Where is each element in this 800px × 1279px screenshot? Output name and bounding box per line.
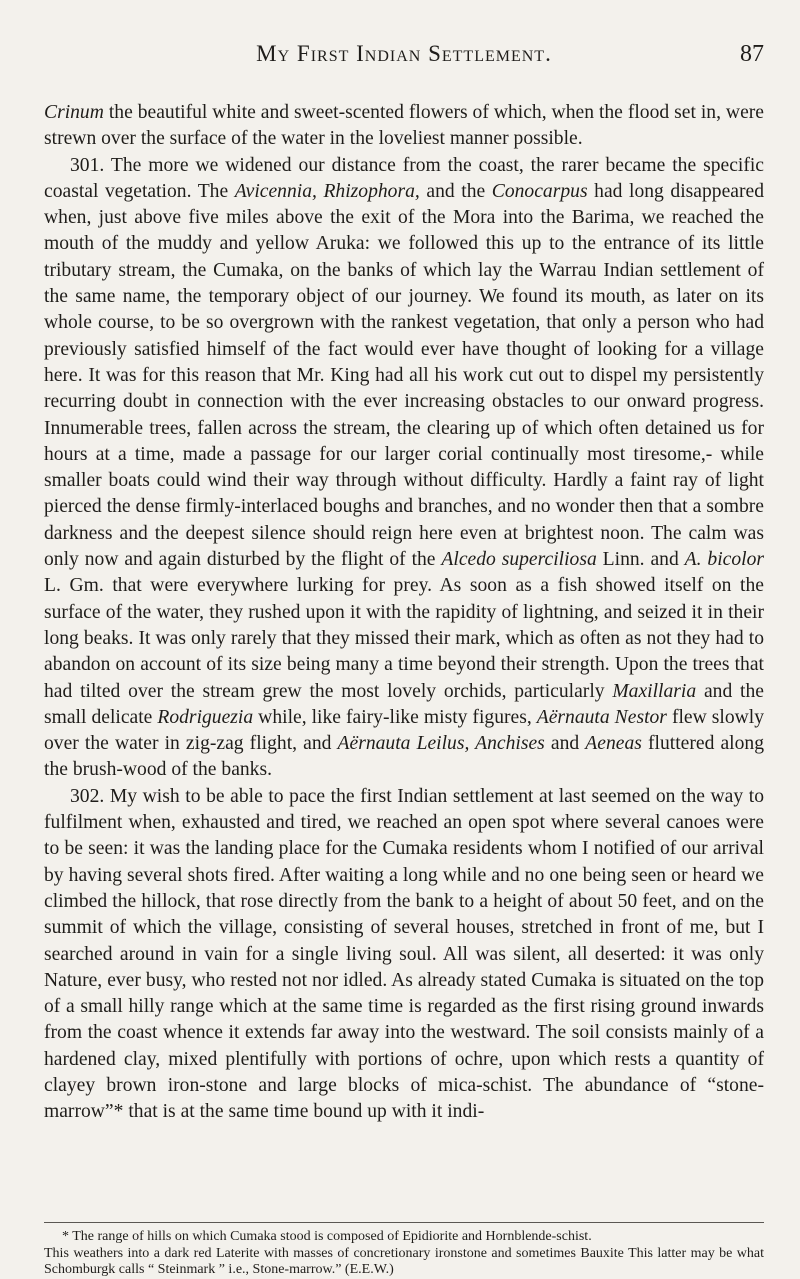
italic-term: A. bicolor <box>684 549 765 571</box>
footnote-line: * The range of hills on which Cumaka stood is composed of Epidiorite and Hornblende-schist. <box>62 1229 592 1244</box>
text-run: and the <box>419 180 492 202</box>
italic-term: Avicennia, Rhizophora, <box>234 180 420 202</box>
italic-term: Aërnauta Leilus, Anchises <box>337 733 545 755</box>
text-run: Linn. and <box>596 549 685 571</box>
body-text <box>44 100 764 1126</box>
italic-term: Alcedo superciliosa <box>441 549 597 571</box>
text-run: and the small delicate <box>44 680 764 728</box>
italic-term: Crinum <box>44 102 104 123</box>
running-header <box>44 34 764 74</box>
text-run: fluttered along the brush-wood of the banks. <box>44 733 765 781</box>
paragraph-302: 302. My wish to be able to pace the first Indian settlement at last seemed on the way to fulfilment when, exhausted and tired, we reached an open spot where several canoes were to be seen: it was the landing place for the Cumaka residents whom I notified of our arrival by having several shots fired. After waiting a long while and no one being seen or heard we climbed the hillock, that rose directly from the bank to a height of about 50 feet, and on the summit of which the village, consisting of several houses, stretched in front of me, but I searched around in vain for a single living soul. All was silent, all deserted: it was only Nature, ever busy, who rested not nor idled. As already stated Cumaka is situated on the top of a small hilly range which at the same time is regarded as the first rising ground inwards from the coast whence it extends far away into the westward. The soil consists mainly of a hardened clay, mixed plentifully with portions of ochre, upon which rests a quantity of clayey brown iron-stone and large blocks of mica-schist. The abundance of “stone-marrow”* that is at the same time bound up with it indi- <box>44 785 764 1123</box>
running-title: My First Indian Settlement. <box>256 41 552 66</box>
paragraph-continued <box>44 100 764 153</box>
text-run: had long disappeared when, just above five miles above the exit of the Mora into the Barima, we reached the mouth of the muddy and yellow Aruka: we followed this up to the entrance of its little tributary stream, the Cumaka, on the banks of which lay the Warrau Indian settlement of the same name, the temporary object of our journey. We found its mouth, as later on its whole course, to be so overgrown with the rankest vegetation, that only a person who had previously satisfied himself of the fact would ever have thought of looking for a village here. It was for this reason that Mr. King had all his work cut out to dispel my persistently recurring doubt in connection with the ever increasing obstacles to our onward progress. Innumerable trees, fallen across the stream, the clearing up of which often detained us for hours at a time, made a passage for our larger corial continually most tiresome,- while smaller boats could wind their way through without difficulty. Hardly a faint ray of light pierced the dense firmly-interlaced boughs and branches, and no wonder then that a sombre darkness and the deepest silence should reign here even at brightest noon. The calm was only now and again disturbed by the flight of the <box>44 180 764 571</box>
italic-term: Conocarpus <box>491 180 588 202</box>
text-run: and <box>544 733 586 755</box>
text-run: while, like fairy-like misty figures, <box>253 706 537 728</box>
footnote <box>44 1229 764 1279</box>
italic-term: Aeneas <box>585 733 642 755</box>
text-run: the beautiful white and sweet-scented flowers of which, when the flood set in, were strewn over the surface of the water in the loveliest manner possible. <box>44 102 764 150</box>
text-run: 301. The more we widened our distance from the coast, the rarer became the specific coastal vegetation. The <box>44 154 764 202</box>
footnote-divider <box>44 1222 764 1223</box>
paragraph-301 <box>44 153 764 784</box>
italic-term: Rodriguezia <box>157 706 254 728</box>
italic-term: Maxillaria <box>612 680 697 702</box>
text-run: flew slowly over the water in zig-zag flight, and <box>44 706 765 755</box>
italic-term: Aërnauta Nestor <box>536 706 667 728</box>
text-run: L. Gm. that were everywhere lurking for prey. As soon as a fish showed itself on the surface of the water, they rushed upon it with the rapidity of lightning, and seized it in their long beaks. It was only rarely that they missed their mark, which as often as not they had to abandon on account of its size being many a time beyond their strength. Upon the trees that had tilted over the stream grew the most lovely orchids, particularly <box>44 575 764 702</box>
footnote-line: This weathers into a dark red Laterite with masses of concretionary ironstone and sometimes Bauxite This latter may be what Schomburgk calls “ Steinmark ” i.e., Stone-marrow.” (E.E.W.) <box>44 1245 764 1278</box>
page-number: 87 <box>740 41 764 67</box>
